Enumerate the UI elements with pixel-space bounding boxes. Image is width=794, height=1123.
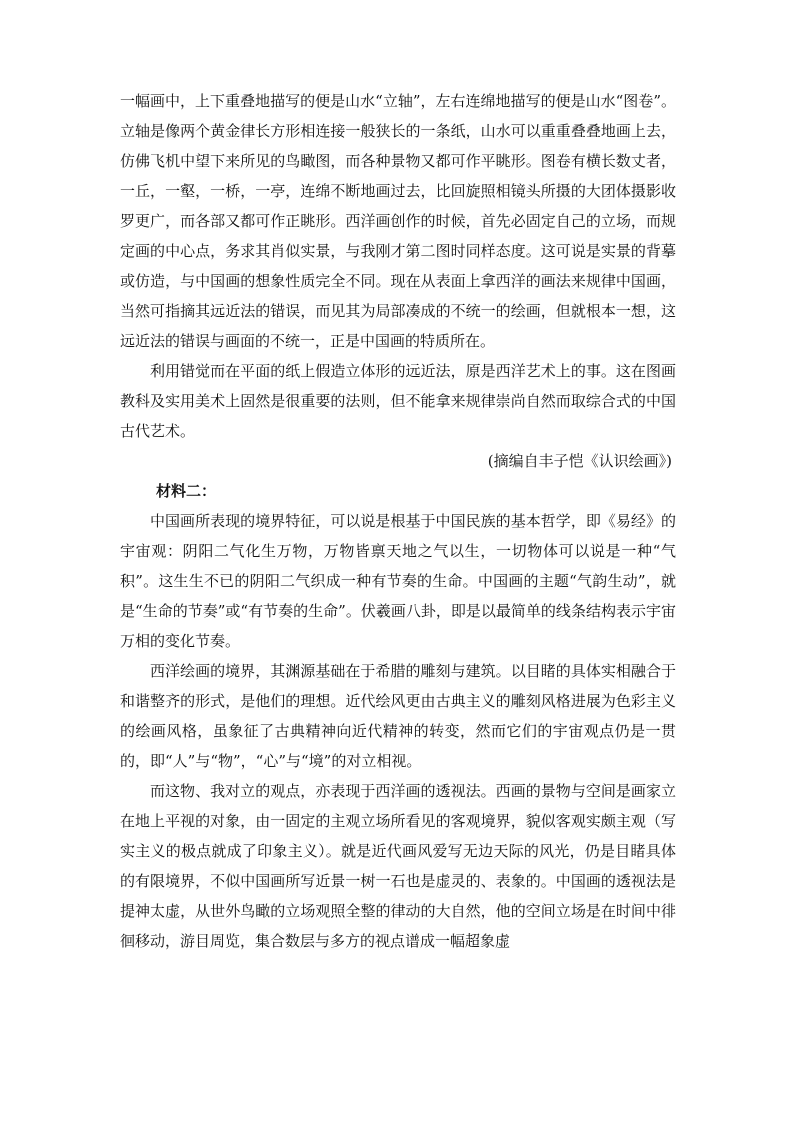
paragraph-2: 利用错觉而在平面的纸上假造立体形的远近法，原是西洋艺术上的事。这在图画教科及实用美术上固然是很重要的法则，但不能拿来规律崇尚自然而取综合式的中国古代艺术。	[120, 362, 676, 440]
document-page	[120, 86, 676, 956]
paragraph-4: 西洋绘画的境界，其渊源基础在于希腊的雕刻与建筑。以目睹的具体实相融合于和谐整齐的形式，是他们的理想。近代绘风更由古典主义的雕刻风格进展为色彩主义的绘画风格，虽象征了古典精神向近代精神的转变，然而它们的宇宙观点仍是一贯的，即“人”与“物”，“心”与“境”的对立相视。	[120, 662, 676, 770]
source-citation: (摘编自丰子恺《认识绘画》)	[487, 452, 672, 470]
paragraph-5: 而这物、我对立的观点，亦表现于西洋画的透视法。西画的景物与空间是画家立在地上平视的对象，由一固定的主观立场所看见的客观境界，貌似客观实颇主观（写实主义的极点就成了印象主义）。就是近代画风爱写无边天际的风光，仍是目睹具体的有限境界，不似中国画所写近景一树一石也是虚灵的、表象的。中国画的透视法是提神太虚，从世外鸟瞰的立场观照全整的律动的大自然，他的空间立场是在时间中徘徊移动，游目周览，集合数层与多方的视点谱成一幅超象虚	[120, 782, 676, 950]
paragraph-3: 中国画所表现的境界特征，可以说是根基于中国民族的基本哲学，即《易经》的宇宙观：阴阳二气化生万物，万物皆禀天地之气以生，一切物体可以说是一种“气积”。这生生不已的阴阳二气织成一种有节奏的生命。中国画的主题“气韵生动”，就是“生命的节奏”或“有节奏的生命”。伏羲画八卦，即是以最简单的线条结构表示宇宙万相的变化节奏。	[120, 512, 676, 650]
paragraph-1: 一幅画中，上下重叠地描写的便是山水“立轴”，左右连绵地描写的便是山水“图卷”。立轴是像两个黄金律长方形相连接一般狭长的一条纸，山水可以重重叠叠地画上去，仿佛飞机中望下来所见的鸟瞰图，而各种景物又都可作平眺形。图卷有横长数丈者，一丘，一壑，一桥，一亭，连绵不断地画过去，比回旋照相镜头所摄的大团体摄影收罗更广，而各部又都可作正眺形。西洋画创作的时候，首先必固定自己的立场，而规定画的中心点，务求其肖似实景，与我刚才第二图时同样态度。这可说是实景的背摹或仿造，与中国画的想象性质完全不同。现在从表面上拿西洋的画法来规律中国画，当然可指摘其远近法的错误，而见其为局部凑成的不统一的绘画，但就根本一想，这远近法的错误与画面的不统一，正是中国画的特质所在。	[120, 92, 676, 350]
section-heading: 材料二：	[156, 482, 217, 500]
